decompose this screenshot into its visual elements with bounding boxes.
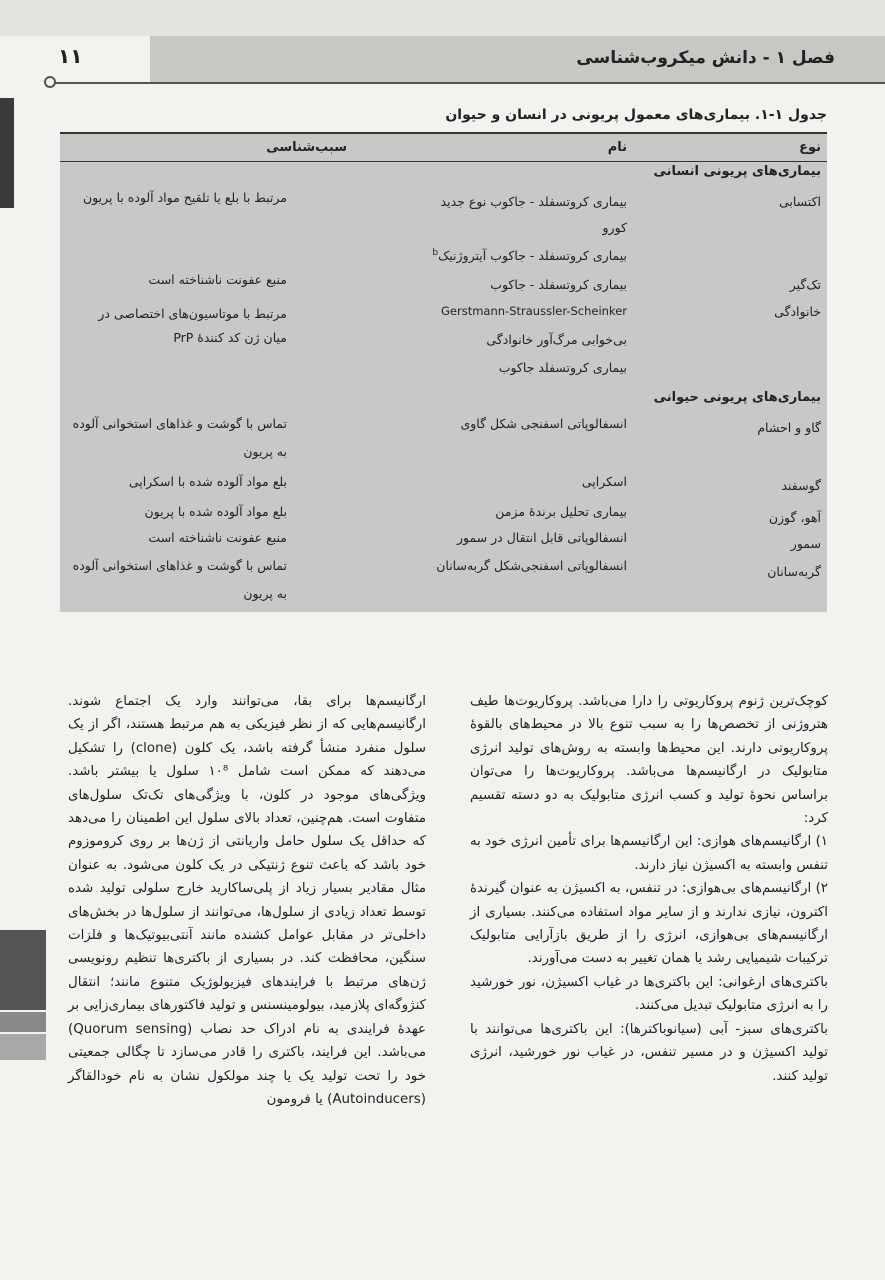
name-cell: بیماری کروتسفلد - جاکوب xyxy=(490,277,627,292)
name-cell: بی‌خوابی مرگ‌آور خانوادگی xyxy=(486,332,627,347)
type-cell: سمور xyxy=(790,536,821,551)
side-tab-top xyxy=(0,98,14,208)
name-cell xyxy=(432,248,627,263)
header-rule xyxy=(55,82,885,84)
type-cell: گاو و احشام xyxy=(757,420,821,435)
etiology-cell: بلع مواد آلوده شده با پریون xyxy=(144,504,287,519)
name-cell: انسفالوپاتی قابل انتقال در سمور xyxy=(456,530,627,545)
chapter-title: فصل ۱ - دانش میکروب‌شناسی xyxy=(576,48,835,68)
section-animal-prion: بیماری‌های پریونی حیوانی xyxy=(653,390,821,405)
page-number: ۱۱ xyxy=(58,44,83,68)
prion-disease-table xyxy=(60,132,827,612)
side-tab-middle xyxy=(0,930,46,1010)
name-cell: Gerstmann-Straussler-Scheinker xyxy=(441,304,627,318)
header-type: نوع xyxy=(799,140,821,155)
footnote-mark: b xyxy=(432,248,439,258)
side-tab-stripe xyxy=(0,1012,46,1032)
section-human-prion: بیماری‌های پریونی انسانی xyxy=(653,164,821,179)
etiology-cell: مرتبط با بلع یا تلقیح مواد آلوده با پریون xyxy=(83,190,287,205)
paragraph: ۱) ارگانیسم‌های هوازی: این ارگانیسم‌ها برای تأمین انرژی خود به تنفس وابسته به اکسیژن نیاز دارند. xyxy=(470,834,828,873)
table-header-row xyxy=(60,132,827,162)
etiology-cell: تماس با گوشت و غذاهای استخوانی آلوده xyxy=(72,558,287,573)
paragraph: کوچک‌ترین ژنوم پروکاریوتی را دارا می‌باشد. پروکاریوت‌ها طیف هتروژنی از تخصص‌ها را به سبب تنوع بالا در محیط‌های بالقوهٔ پروکاریوتی دارند. این محیط‌ها وابسته به روش‌های تولید انرژی متابولیک در ارگانیسم‌ها می‌باشد. پروکاریوت‌ها را می‌توان براساس نحوهٔ تولید و کسب انرژی متابولیک به دو دسته تقسیم کرد: xyxy=(470,694,828,827)
etiology-cell: منبع عفونت ناشناخته است xyxy=(148,272,287,287)
name-cell: انسفالوپاتی اسفنجی شکل گاوی xyxy=(460,416,627,431)
chapter-header-bar xyxy=(150,36,885,82)
name-cell: انسفالوپاتی اسفنجی‌شکل گربه‌سانان xyxy=(436,558,627,573)
type-cell: خانوادگی xyxy=(774,304,821,319)
etiology-cell: به پریون xyxy=(243,586,287,601)
name-cell: بیماری کروتسفلد - جاکوب نوع جدید xyxy=(440,194,627,209)
type-cell: اکتسابی xyxy=(778,194,821,209)
name-cell: کورو xyxy=(602,220,627,235)
header-name: نام xyxy=(607,140,627,155)
type-cell: آهو، گوزن xyxy=(768,510,821,525)
paragraph: باکتری‌های ارغوانی: این باکتری‌ها در غیاب اکسیژن، نور خورشید را به انرژی متابولیک تبدیل می‌کنند. xyxy=(470,974,828,1014)
etiology-cell: بلع مواد آلوده شده با اسکراپی xyxy=(128,474,287,489)
name-cell: بیماری کروتسفلد جاکوب xyxy=(498,360,627,375)
type-cell: گوسفند xyxy=(781,478,821,493)
top-shade xyxy=(0,0,885,36)
header-etiology: سبب‌شناسی xyxy=(266,140,347,155)
name-text: بیماری کروتسفلد - جاکوب آیتروژنیک xyxy=(438,248,627,264)
table-caption: جدول ۱-۱. بیماری‌های معمول پریونی در انسان و حیوان xyxy=(445,107,827,123)
type-cell: تک‌گیر xyxy=(789,277,821,292)
etiology-cell: میان ژن کد کنندهٔ PrP xyxy=(173,330,287,345)
etiology-cell: منبع عفونت ناشناخته است xyxy=(148,530,287,545)
type-cell: گربه‌سانان xyxy=(767,564,821,579)
body-column-left xyxy=(68,690,426,1111)
name-cell: اسکراپی xyxy=(581,474,627,489)
paragraph: ارگانیسم‌ها برای بقا، می‌توانند وارد یک اجتماع شوند. ارگانیسم‌هایی که از نظر فیزیکی به هم مرتبط هستند، اگر از یک سلول منفرد منشأ گرفته باشد، یک کلون (clone) را تشکیل می‌دهند که ممکن است شامل ۱۰⁸ سلول یا بیشتر باشد. ویژگی‌های موجود در کلون، با ویژگی‌های تک‌تک سلول‌های متفاوت است. هم‌چنین، تعداد بالای سلول این اطمینان را می‌دهد که حداقل یک سلول حامل واریانتی از ژن‌ها بر روی کروموزوم خود باشد که باعث تنوع ژنتیکی در یک کلون می‌شود. به عنوان مثال مقادیر بسیار زیاد از پلی‌ساکارید خارج سلولی تولید شده توسط تعداد زیادی از سلول‌ها، می‌توانند از سلول‌ها در بخش‌های داخلی‌تر در مقابل عوامل کشنده مانند آنتی‌بیوتیک‌ها و فلزات سنگین، محافظت کند. در بسیاری از باکتری‌ها تنظیم رونویسی ژن‌های مرتبط با فرایندهای فیزیولوژیک متنوع مانند؛ انتقال کنژوگه‌ای پلازمید، بیولومینسنس و تولید فاکتورهای بیماری‌زایی بر عهدهٔ فرایندی به نام ادراک حد نصاب (Quorum sensing) می‌باشد. این فرایند، باکتری را قادر می‌سازد تا چگالی جمعیتی خود را تحت تولید یک یا چند مولکول نشان به نام خودالقاگر (Autoinducers) یا فرومون xyxy=(68,694,426,1107)
body-column-right xyxy=(470,690,828,1088)
name-cell: بیماری تحلیل برندهٔ مزمن xyxy=(495,504,627,519)
etiology-cell: تماس با گوشت و غذاهای استخوانی آلوده xyxy=(72,416,287,431)
paragraph: ۲) ارگانیسم‌های بی‌هوازی: در تنفس، به اکسیژن به عنوان گیرندهٔ اکترون، نیازی ندارند و از سایر مواد استفاده می‌کنند. بسیاری از ارگانیسم‌های بی‌هوازی، انرژی را از طریق بازآرایی متابولیک ترکیبات شیمیایی رشد یا همان تغییر به دست می‌آورند. xyxy=(470,881,828,967)
etiology-cell: مرتبط با موتاسیون‌های اختصاصی در xyxy=(98,306,287,321)
paragraph: باکتری‌های سبز- آبی (سیانوباکترها): این باکتری‌ها می‌توانند با تولید اکسیژن و در مسیر تنفس، در غیاب نور خورشید، انرژی تولید کنند. xyxy=(470,1021,828,1084)
header-rule-dot xyxy=(44,76,56,88)
etiology-cell: به پریون xyxy=(243,444,287,459)
side-tab-stripe-light xyxy=(0,1034,46,1060)
